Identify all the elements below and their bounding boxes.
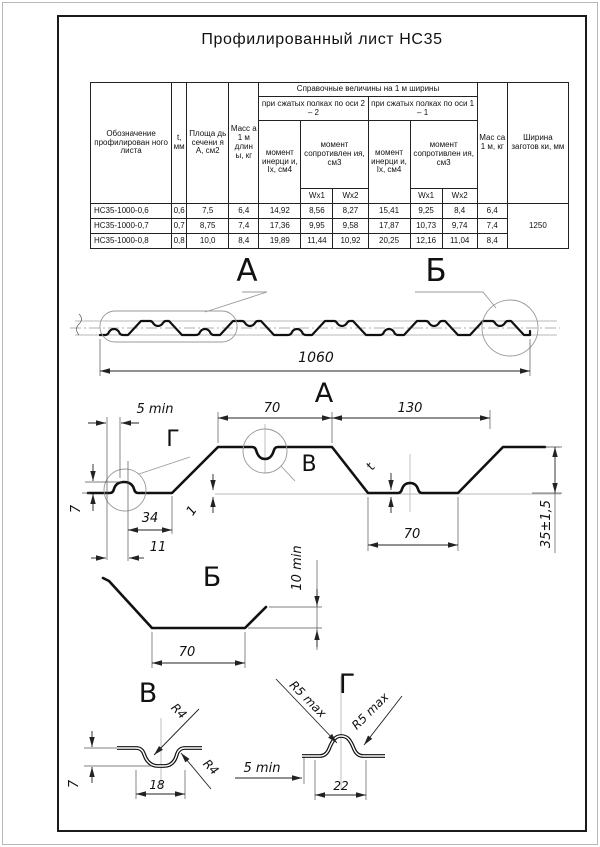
dim-total-label: 1060 [298,350,334,366]
detail-a-region [100,311,237,342]
dim-thickness-label: t [363,460,379,474]
callout-b-leader [415,292,496,308]
table-cell: 0,8 [172,234,187,249]
table-cell: 9,95 [301,219,333,234]
table-cell: 9,58 [333,219,368,234]
col-header-inertia11: момент инерци и, Ix, см4 [368,121,410,204]
detail-g-leader [139,457,190,474]
table-cell: 0,6 [172,204,187,219]
table-cell: 17,36 [259,219,301,234]
col-header-wx2: Wx2 [333,189,368,204]
table-row [91,234,569,249]
col-header-mass-1m: Мас са 1 м, кг [477,83,507,204]
table-cell: 0,7 [172,219,187,234]
dim-groove-width-label: 18 [149,778,165,792]
col-header-designation: Обозначение профилирован ного листа [91,83,172,204]
col-header-mass-length: Масс а 1 м длин ы, кг [229,83,259,204]
detail-a-view [69,401,562,561]
callout-a-leader [205,292,267,312]
table-cell: 10,73 [410,219,442,234]
detail-b-title: Б [202,562,222,593]
dim-edge-5min-label: 5 min [243,761,281,776]
dim-edge-label: 5 min [136,402,174,417]
detail-v-leader [281,466,295,481]
table-row [91,204,569,219]
dim-bottom-flange [368,497,458,551]
dim-lip-height-label: 7 [69,504,84,514]
table-cell: 6,4 [229,204,259,219]
dim-profile-height [532,447,562,553]
table-cell: 9,25 [410,204,442,219]
dim-1 [184,474,213,519]
dim-bump-width [315,760,366,800]
col-header-ref-values: Справочные величины на 1 м ширины [259,83,477,97]
callout-g-label: Г [166,427,180,452]
dim-1-label: 1 [183,503,201,519]
dim-thickness [364,460,391,513]
detail-v-title: В [138,678,158,709]
table-cell: 20,25 [368,234,410,249]
dim-34-label: 34 [141,511,159,526]
table-cell: НС35-1000-0,7 [91,219,172,234]
detail-g-view [276,669,402,800]
profile-drawing [0,250,600,832]
dim-pitch [332,401,490,429]
table-cell: 9,74 [442,219,477,234]
dim-groove-depth-label: 7 [67,779,82,789]
col-header-wx2: Wx2 [442,189,477,204]
detail-b-profile-outline [103,578,266,628]
radius-left-label: R5 max [286,677,330,721]
dim-edge-margin [88,402,173,560]
overall-profile-view [70,253,560,409]
dim-bump-width-label: 22 [333,779,349,793]
table-cell: 8,27 [333,204,368,219]
dim-11-label: 11 [149,540,167,555]
col-header-inertia22: момент инерци и, Ix, см4 [259,121,301,204]
detail-v-view [67,678,304,799]
dim-groove-depth [67,731,152,788]
callout-b-label: Б [425,253,447,289]
dim-11 [91,540,166,558]
view-a-title: А [314,378,334,409]
radius-top-label: R4 [168,700,190,722]
dim-b-flange-label: 70 [178,645,196,660]
detail-g-sheet [302,736,385,756]
table-cell: 8,75 [187,219,229,234]
table-cell: НС35-1000-0,6 [91,204,172,219]
table-cell: 7,4 [229,219,259,234]
radius-right-callout [349,689,402,745]
dim-pitch-label: 130 [397,401,423,416]
detail-b-view [103,545,322,668]
col-header-axis11: при сжатых полках по оси 1 – 1 [368,97,477,121]
table-cell: 8,56 [301,204,333,219]
table-cell: 12,16 [410,234,442,249]
table-cell: 6,4 [477,204,507,219]
col-header-resistance11: момент сопротивлен ия, см3 [410,121,477,189]
table-row [91,219,569,234]
radius-bottom-callout [181,753,221,789]
spec-table [90,82,569,249]
dim-lip-10min [248,545,322,650]
table-body [91,204,569,249]
dim-total-width [100,339,530,376]
radius-bottom-label: R4 [200,756,222,778]
table-cell: НС35-1000-0,8 [91,234,172,249]
callout-v-label: В [301,452,317,477]
callout-a-label: А [236,253,258,289]
table-cell: 7,5 [187,204,229,219]
dim-bottom-flange-label: 70 [403,527,421,542]
table-cell: 11,44 [301,234,333,249]
detail-g-title: Г [338,669,356,700]
blank-width-cell: 1250 [507,204,568,249]
dim-edge-5min [235,757,304,784]
col-header-axis22: при сжатых полках по оси 2 – 2 [259,97,368,121]
dim-top-flange-label: 70 [263,401,281,416]
table-cell: 19,89 [259,234,301,249]
radius-right-label: R5 max [348,689,392,733]
table-cell: 10,0 [187,234,229,249]
table-cell: 10,92 [333,234,368,249]
break-mark [77,314,82,335]
dim-b-flange [152,632,245,668]
col-header-wx1: Wx1 [301,189,333,204]
table-cell: 7,4 [477,219,507,234]
radius-left-callout [276,678,337,743]
detail-g-callout-circle [104,469,146,511]
dim-groove-width [136,770,185,799]
table-cell: 17,87 [368,219,410,234]
col-header-wx1: Wx1 [410,189,442,204]
col-header-resistance22: момент сопротивлен ия, см3 [301,121,368,189]
table-cell: 11,04 [442,234,477,249]
table-cell: 15,41 [368,204,410,219]
dim-profile-height-label: 35±1,5 [539,499,554,549]
col-header-area: Площа дь сечени я А, см2 [187,83,229,204]
table-cell: 8,4 [229,234,259,249]
col-header-t: t, мм [172,83,187,204]
page-title: Профилированный лист НС35 [201,31,443,48]
table-cell: 8,4 [477,234,507,249]
table-cell: 14,92 [259,204,301,219]
table-cell: 8,4 [442,204,477,219]
col-header-blank-width: Ширина заготов ки, мм [507,83,568,204]
dim-lip-10min-label: 10 min [290,545,305,591]
